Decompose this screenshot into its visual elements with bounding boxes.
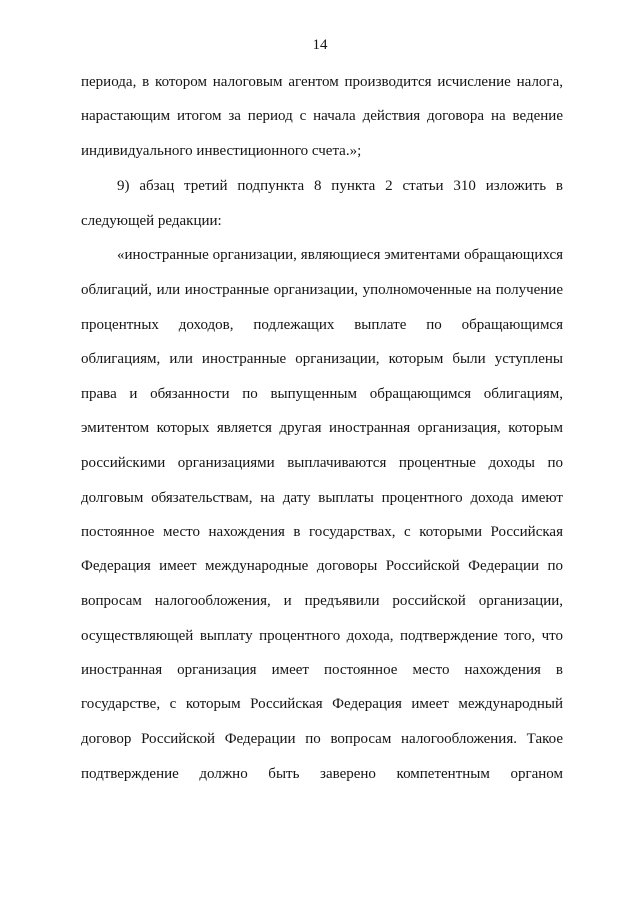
text-line: российскими организациями выплачиваются процентные доходы по (81, 455, 563, 471)
text-line: иностранная организация имеет постоянное место нахождения в (81, 662, 563, 678)
text-line: периода, в котором налоговым агентом производится исчисление налога, (81, 74, 563, 90)
text-line: эмитентом которых является другая иностранная организация, которым (81, 420, 563, 436)
text-line: нарастающим итогом за период с начала действия договора на ведение (81, 108, 563, 124)
text-line: 9) абзац третий подпункта 8 пункта 2 статьи 310 изложить в (117, 178, 563, 194)
text-line: следующей редакции: (81, 213, 222, 229)
text-line: осуществляющей выплату процентного дохода, подтверждение того, что (81, 628, 563, 644)
text-line: подтверждение должно быть заверено компетентным органом (81, 766, 563, 782)
text-line: долговым обязательствам, на дату выплаты процентного дохода имеют (81, 490, 563, 506)
text-line: государстве, с которым Российская Федерация имеет международный (81, 696, 563, 712)
text-line: процентных доходов, подлежащих выплате по обращающимся (81, 317, 563, 333)
text-line: права и обязанности по выпущенным обращающимся облигациям, (81, 386, 563, 402)
text-line: облигаций, или иностранные организации, уполномоченные на получение (81, 282, 563, 298)
text-line: вопросам налогообложения, и предъявили российской организации, (81, 593, 563, 609)
text-line: Федерация имеет международные договоры Российской Федерации по (81, 558, 563, 574)
text-line: «иностранные организации, являющиеся эмитентами обращающихся (117, 247, 563, 263)
text-line: индивидуального инвестиционного счета.»; (81, 143, 362, 159)
text-line: облигациям, или иностранные организации, которым были уступлены (81, 351, 563, 367)
text-line: постоянное место нахождения в государствах, с которыми Российская (81, 524, 563, 540)
page-number: 14 (312, 37, 328, 53)
text-line: договор Российской Федерации по вопросам налогообложения. Такое (81, 731, 563, 747)
